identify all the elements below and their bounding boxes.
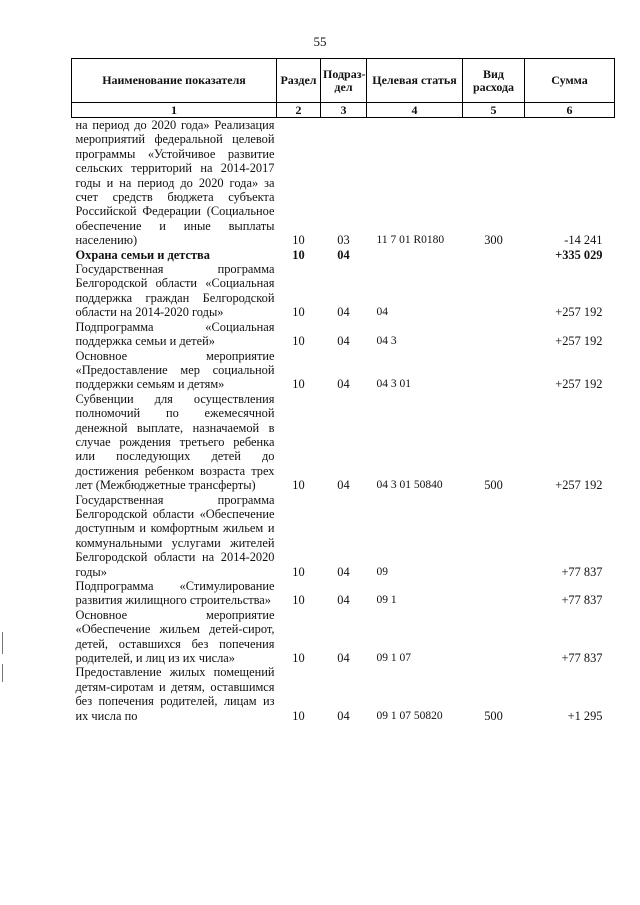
column-number: 1: [72, 103, 277, 118]
column-number: 4: [367, 103, 463, 118]
expense-type-code: [463, 320, 525, 349]
amount-value: +257 192: [555, 377, 603, 392]
expense-type-code: [463, 248, 525, 262]
section-code: 10: [292, 593, 305, 608]
target-article-code: [367, 248, 463, 262]
section-code: 10: [292, 247, 305, 262]
expense-type-code: 500: [484, 478, 503, 493]
section-code: 10: [292, 377, 305, 392]
table-row: [72, 248, 615, 262]
table-row: [72, 608, 615, 666]
subsection-code: 03: [337, 233, 350, 248]
amount-value: +257 192: [555, 478, 603, 493]
indicator-name: Основное мероприятие «Предоставление мер социальной поддержки семьям и детям»: [75, 348, 275, 392]
subsection-code: 04: [337, 478, 350, 493]
header-podrazdel: Подраз-дел: [321, 59, 367, 103]
indicator-name: Подпрограмма «Социальная поддержка семьи и детей»: [75, 319, 275, 349]
column-number: 5: [463, 103, 525, 118]
section-code: 10: [292, 233, 305, 248]
scan-artifact-line: [2, 632, 3, 654]
section-code: 10: [292, 334, 305, 349]
column-number: 2: [277, 103, 321, 118]
table-row: [72, 665, 615, 723]
expense-type-code: [463, 349, 525, 392]
expense-type-code: [463, 579, 525, 608]
table-row: [72, 579, 615, 608]
subsection-code: 04: [337, 334, 350, 349]
expense-type-code: 300: [484, 233, 503, 248]
table-row: [72, 320, 615, 349]
subsection-code: 04: [337, 305, 350, 320]
page-number: 55: [313, 34, 327, 49]
header-statya: Целевая статья: [367, 59, 463, 103]
amount-value: +77 837: [561, 651, 603, 666]
indicator-name: Государственная программа Белгородской области «Социальная поддержка граждан Белгородской области на 2014-2020 годы»: [75, 262, 275, 320]
subsection-code: 04: [337, 564, 350, 579]
indicator-name: на период до 2020 года» Реализация мероприятий федеральной целевой программы «Устойчивое развитие сельских территорий на 2014-2017 годы и на период до 2020 года» за счет средств бюджета субъекта Российской Федерации (Социальное обеспечение и иные выплаты населению): [75, 118, 275, 248]
indicator-name: Охрана семьи и детства: [75, 247, 210, 262]
target-article-code: 09: [376, 565, 388, 578]
target-article-code: 09 1 07 50820: [376, 709, 443, 722]
indicator-name: Субвенции для осуществления полномочий по ежемесячной денежной выплате, назначаемой в случае рождения третьего ребенка или последующих детей до достижения ребенком возраста трех лет (Межбюджетные трансферты): [75, 391, 275, 493]
target-article-code: 09 1: [376, 594, 397, 607]
subsection-code: 04: [337, 247, 350, 262]
subsection-code: 04: [337, 593, 350, 608]
target-article-code: 04: [376, 306, 388, 319]
column-number: 3: [321, 103, 367, 118]
indicator-name: Предоставление жилых помещений детям-сиротам и детям, оставшимся без попечения родителей, лицам из их числа по: [75, 665, 275, 723]
table-row: [72, 493, 615, 579]
column-number: 6: [525, 103, 615, 118]
amount-value: +335 029: [555, 247, 603, 262]
indicator-name: Государственная программа Белгородской области «Обеспечение доступным и комфортным жильем и коммунальными услугами жителей Белгородской области на 2014-2020 годы»: [75, 492, 275, 579]
amount-value: +1 295: [567, 708, 603, 723]
target-article-code: 04 3: [376, 335, 397, 348]
target-article-code: 11 7 01 R0180: [376, 234, 445, 247]
amount-value: -14 241: [564, 233, 603, 248]
expense-type-code: [463, 262, 525, 320]
section-code: 10: [292, 478, 305, 493]
header-razdel: Раздел: [277, 59, 321, 103]
table-row: [72, 118, 615, 248]
table-row: [72, 392, 615, 493]
expense-type-code: 500: [484, 708, 503, 723]
section-code: 10: [292, 305, 305, 320]
amount-value: +77 837: [561, 564, 603, 579]
header-vid: Вид расхода: [463, 59, 525, 103]
amount-value: +257 192: [555, 305, 603, 320]
subsection-code: 04: [337, 377, 350, 392]
table-row: [72, 349, 615, 392]
budget-table: [71, 58, 615, 723]
expense-type-code: [463, 608, 525, 666]
scan-artifact-line: [2, 664, 3, 682]
indicator-name: Основное мероприятие «Обеспечение жильем детей-сирот, детей, оставшихся без попечения родителей, и лиц из их числа»: [75, 607, 275, 666]
header-summa: Сумма: [525, 59, 615, 103]
section-code: 10: [292, 651, 305, 666]
table-header: [72, 59, 615, 118]
indicator-name: Подпрограмма «Стимулирование развития жилищного строительства»: [75, 579, 275, 608]
target-article-code: 09 1 07: [376, 652, 411, 665]
target-article-code: 04 3 01 50840: [376, 479, 443, 492]
amount-value: +257 192: [555, 334, 603, 349]
subsection-code: 04: [337, 651, 350, 666]
subsection-code: 04: [337, 708, 350, 723]
table-body: [72, 118, 615, 724]
section-code: 10: [292, 708, 305, 723]
target-article-code: 04 3 01: [376, 378, 411, 391]
section-code: 10: [292, 564, 305, 579]
expense-type-code: [463, 493, 525, 579]
header-name: Наименование показателя: [72, 59, 277, 103]
amount-value: +77 837: [561, 593, 603, 608]
table-row: [72, 262, 615, 320]
